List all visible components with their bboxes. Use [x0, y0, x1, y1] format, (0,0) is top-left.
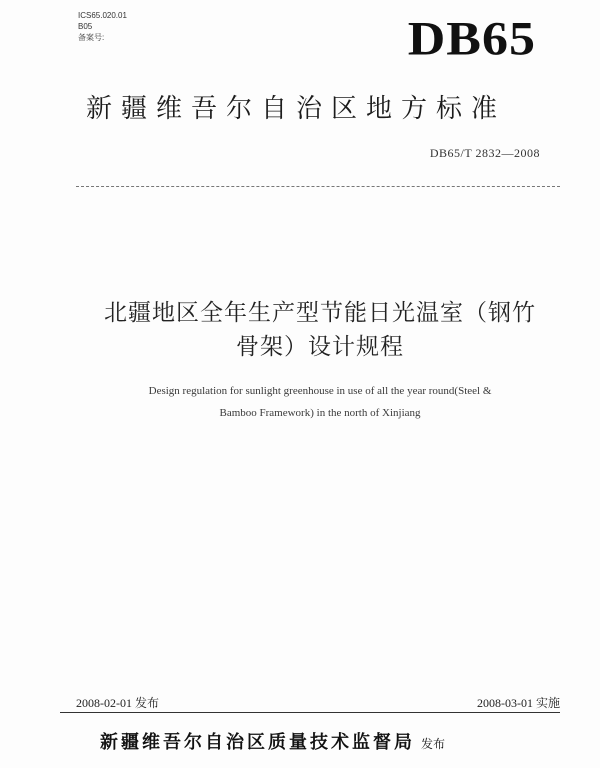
standard-category: 新疆维吾尔自治区地方标准	[86, 94, 507, 124]
title-english	[80, 380, 560, 424]
issuer-name: 新疆维吾尔自治区质量技术监督局	[100, 732, 415, 753]
class-code: B05	[78, 22, 93, 31]
title-chinese	[80, 296, 560, 364]
standard-logo: DB65	[407, 13, 536, 66]
issuer-suffix: 发布	[421, 737, 446, 751]
footer-divider	[60, 712, 560, 713]
implementation-date: 2008-03-01 实施	[477, 696, 560, 710]
record-number-label: 备案号:	[78, 33, 105, 42]
title-chinese-line-1: 北疆地区全年生产型节能日光温室（钢竹	[104, 300, 536, 326]
title-chinese-line-2: 骨架）设计规程	[236, 334, 404, 360]
title-english-line-2: Bamboo Framework) in the north of Xinjiang	[219, 407, 421, 419]
standard-number: DB65/T 2832—2008	[429, 146, 540, 160]
title-english-line-1: Design regulation for sunlight greenhouse in use of all the year round(Steel &	[148, 385, 492, 397]
classification-block	[78, 10, 127, 43]
issue-date: 2008-02-01 发布	[76, 696, 159, 710]
header-divider	[76, 186, 560, 187]
issuing-authority	[100, 728, 445, 754]
ics-code: ICS65.020.01	[78, 11, 127, 20]
